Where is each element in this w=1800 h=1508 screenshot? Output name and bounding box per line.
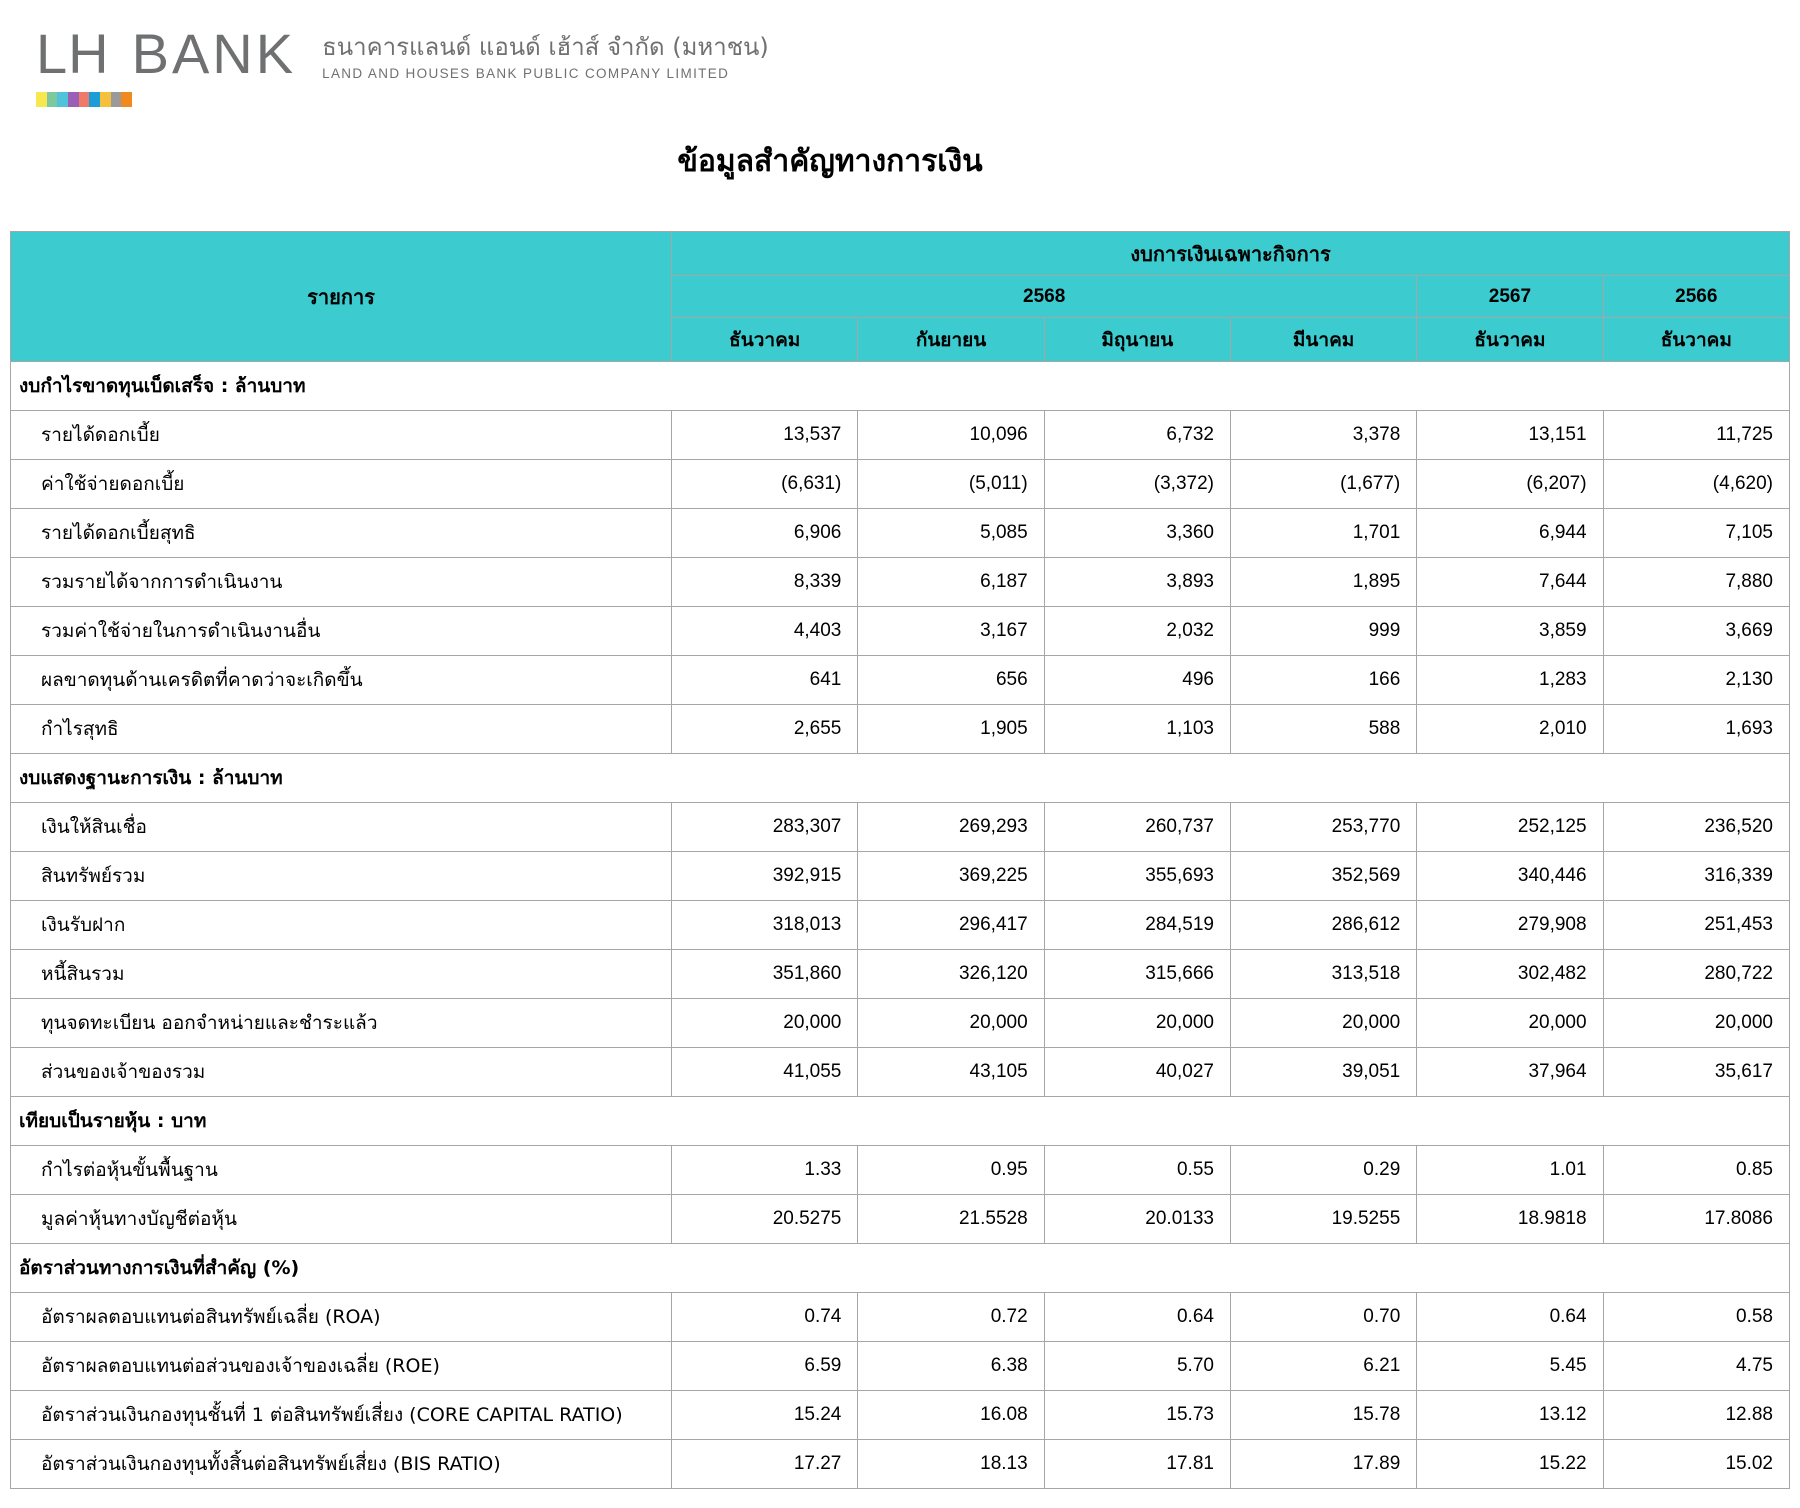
section-header-row bbox=[11, 1244, 1790, 1293]
swatch-3 bbox=[57, 92, 68, 107]
swatch-6 bbox=[89, 92, 100, 107]
brand-name-english: LAND AND HOUSES BANK PUBLIC COMPANY LIMITED bbox=[322, 66, 730, 81]
table-row bbox=[11, 852, 1790, 901]
row-value: 20.5275 bbox=[672, 1195, 858, 1244]
row-label: อัตราผลตอบแทนต่อสินทรัพย์เฉลี่ย (ROA) bbox=[11, 1293, 672, 1342]
header-month-6: ธันวาคม bbox=[1603, 318, 1789, 362]
row-value: 20,000 bbox=[1417, 999, 1603, 1048]
header-year-2567: 2567 bbox=[1417, 276, 1603, 318]
table-row bbox=[11, 705, 1790, 754]
row-value: 12.88 bbox=[1603, 1391, 1789, 1440]
row-label: อัตราส่วนเงินกองทุนชั้นที่ 1 ต่อสินทรัพย์เสี่ยง (CORE CAPITAL RATIO) bbox=[11, 1391, 672, 1440]
row-value: 1.01 bbox=[1417, 1146, 1603, 1195]
row-label: ส่วนของเจ้าของรวม bbox=[11, 1048, 672, 1097]
row-value: 15.02 bbox=[1603, 1440, 1789, 1489]
row-value: 588 bbox=[1230, 705, 1416, 754]
section-title: อัตราส่วนทางการเงินที่สำคัญ (%) bbox=[11, 1244, 1790, 1293]
section-header-row bbox=[11, 754, 1790, 803]
row-value: 18.9818 bbox=[1417, 1195, 1603, 1244]
row-value: 10,096 bbox=[858, 411, 1044, 460]
header-year-2566: 2566 bbox=[1603, 276, 1789, 318]
row-value: 0.64 bbox=[1044, 1293, 1230, 1342]
row-value: 7,644 bbox=[1417, 558, 1603, 607]
section-title: งบแสดงฐานะการเงิน : ล้านบาท bbox=[11, 754, 1790, 803]
row-label: รายได้ดอกเบี้ย bbox=[11, 411, 672, 460]
swatch-4 bbox=[68, 92, 79, 107]
row-value: 0.95 bbox=[858, 1146, 1044, 1195]
financial-highlights-table bbox=[10, 231, 1790, 1489]
table-row bbox=[11, 558, 1790, 607]
swatch-5 bbox=[79, 92, 90, 107]
row-value: 20,000 bbox=[858, 999, 1044, 1048]
row-value: 1,693 bbox=[1603, 705, 1789, 754]
row-value: 6.59 bbox=[672, 1342, 858, 1391]
row-value: 0.70 bbox=[1230, 1293, 1416, 1342]
header-row-group bbox=[11, 232, 1790, 276]
header-month-3: มิถุนายน bbox=[1044, 318, 1230, 362]
swatch-2 bbox=[47, 92, 58, 107]
row-value: 166 bbox=[1230, 656, 1416, 705]
row-value: 355,693 bbox=[1044, 852, 1230, 901]
row-value: 251,453 bbox=[1603, 901, 1789, 950]
row-value: (3,372) bbox=[1044, 460, 1230, 509]
table-body bbox=[11, 362, 1790, 1489]
row-value: 3,378 bbox=[1230, 411, 1416, 460]
row-value: (5,011) bbox=[858, 460, 1044, 509]
row-value: 6,187 bbox=[858, 558, 1044, 607]
brand-name-thai: ธนาคารแลนด์ แอนด์ เฮ้าส์ จำกัด (มหาชน) bbox=[322, 33, 769, 61]
row-value: 6,732 bbox=[1044, 411, 1230, 460]
row-value: 2,655 bbox=[672, 705, 858, 754]
table-row bbox=[11, 803, 1790, 852]
row-value: 20,000 bbox=[1044, 999, 1230, 1048]
row-label: ค่าใช้จ่ายดอกเบี้ย bbox=[11, 460, 672, 509]
row-value: 20.0133 bbox=[1044, 1195, 1230, 1244]
row-value: 999 bbox=[1230, 607, 1416, 656]
row-value: 269,293 bbox=[858, 803, 1044, 852]
row-value: 18.13 bbox=[858, 1440, 1044, 1489]
header-year-2568: 2568 bbox=[672, 276, 1417, 318]
row-value: 13.12 bbox=[1417, 1391, 1603, 1440]
table-row bbox=[11, 411, 1790, 460]
row-value: 5.70 bbox=[1044, 1342, 1230, 1391]
row-value: 3,859 bbox=[1417, 607, 1603, 656]
row-value: 1,895 bbox=[1230, 558, 1416, 607]
table-row bbox=[11, 607, 1790, 656]
row-label: เงินรับฝาก bbox=[11, 901, 672, 950]
row-label: สินทรัพย์รวม bbox=[11, 852, 672, 901]
row-label: กำไรต่อหุ้นขั้นพื้นฐาน bbox=[11, 1146, 672, 1195]
row-value: 3,167 bbox=[858, 607, 1044, 656]
row-value: 17.81 bbox=[1044, 1440, 1230, 1489]
row-value: 315,666 bbox=[1044, 950, 1230, 999]
row-value: 1,905 bbox=[858, 705, 1044, 754]
row-value: (6,631) bbox=[672, 460, 858, 509]
table-row bbox=[11, 1342, 1790, 1391]
row-value: 392,915 bbox=[672, 852, 858, 901]
row-value: 17.89 bbox=[1230, 1440, 1416, 1489]
row-label: หนี้สินรวม bbox=[11, 950, 672, 999]
row-value: 252,125 bbox=[1417, 803, 1603, 852]
row-value: 6.21 bbox=[1230, 1342, 1416, 1391]
row-value: 8,339 bbox=[672, 558, 858, 607]
row-value: 6,906 bbox=[672, 509, 858, 558]
row-value: 3,893 bbox=[1044, 558, 1230, 607]
row-value: 0.85 bbox=[1603, 1146, 1789, 1195]
row-value: 3,360 bbox=[1044, 509, 1230, 558]
section-header-row bbox=[11, 1097, 1790, 1146]
row-value: 21.5528 bbox=[858, 1195, 1044, 1244]
logo-wordmark bbox=[36, 22, 297, 85]
row-value: 39,051 bbox=[1230, 1048, 1416, 1097]
row-label: รวมรายได้จากการดำเนินงาน bbox=[11, 558, 672, 607]
row-value: 17.27 bbox=[672, 1440, 858, 1489]
table-header bbox=[11, 232, 1790, 362]
row-value: 2,130 bbox=[1603, 656, 1789, 705]
row-value: 5,085 bbox=[858, 509, 1044, 558]
row-value: 0.29 bbox=[1230, 1146, 1416, 1195]
row-value: 253,770 bbox=[1230, 803, 1416, 852]
page-title: ข้อมูลสำคัญทางการเงิน bbox=[677, 144, 983, 179]
row-value: 7,105 bbox=[1603, 509, 1789, 558]
row-value: 0.55 bbox=[1044, 1146, 1230, 1195]
brand-header bbox=[0, 0, 1800, 110]
row-value: 302,482 bbox=[1417, 950, 1603, 999]
table-row bbox=[11, 901, 1790, 950]
table-row bbox=[11, 460, 1790, 509]
row-value: 316,339 bbox=[1603, 852, 1789, 901]
row-value: 326,120 bbox=[858, 950, 1044, 999]
row-value: 352,569 bbox=[1230, 852, 1416, 901]
financial-table-container bbox=[10, 231, 1790, 1489]
row-value: 35,617 bbox=[1603, 1048, 1789, 1097]
header-statement-type: งบการเงินเฉพาะกิจการ bbox=[672, 232, 1790, 276]
row-value: 236,520 bbox=[1603, 803, 1789, 852]
swatch-8 bbox=[111, 92, 122, 107]
table-row bbox=[11, 1391, 1790, 1440]
header-month-4: มีนาคม bbox=[1230, 318, 1416, 362]
row-value: 318,013 bbox=[672, 901, 858, 950]
row-value: 13,537 bbox=[672, 411, 858, 460]
row-value: 6.38 bbox=[858, 1342, 1044, 1391]
table-row bbox=[11, 1146, 1790, 1195]
swatch-9 bbox=[121, 92, 132, 107]
row-value: 280,722 bbox=[1603, 950, 1789, 999]
row-value: 17.8086 bbox=[1603, 1195, 1789, 1244]
row-label: มูลค่าหุ้นทางบัญชีต่อหุ้น bbox=[11, 1195, 672, 1244]
row-value: 313,518 bbox=[1230, 950, 1416, 999]
row-value: 496 bbox=[1044, 656, 1230, 705]
table-row bbox=[11, 999, 1790, 1048]
row-value: 284,519 bbox=[1044, 901, 1230, 950]
row-label: กำไรสุทธิ bbox=[11, 705, 672, 754]
row-value: 20,000 bbox=[1603, 999, 1789, 1048]
row-value: 296,417 bbox=[858, 901, 1044, 950]
row-value: 0.74 bbox=[672, 1293, 858, 1342]
lh-bank-logo bbox=[36, 22, 297, 107]
logo-color-swatches bbox=[36, 92, 132, 107]
table-row bbox=[11, 950, 1790, 999]
row-value: 1.33 bbox=[672, 1146, 858, 1195]
table-row bbox=[11, 509, 1790, 558]
row-value: 20,000 bbox=[672, 999, 858, 1048]
row-value: (4,620) bbox=[1603, 460, 1789, 509]
row-value: 0.58 bbox=[1603, 1293, 1789, 1342]
row-label: อัตราผลตอบแทนต่อส่วนของเจ้าของเฉลี่ย (ROE) bbox=[11, 1342, 672, 1391]
row-value: 1,103 bbox=[1044, 705, 1230, 754]
logo-wordmark-lh: LH bbox=[36, 22, 110, 85]
row-label: รวมค่าใช้จ่ายในการดำเนินงานอื่น bbox=[11, 607, 672, 656]
header-month-5: ธันวาคม bbox=[1417, 318, 1603, 362]
row-value: 11,725 bbox=[1603, 411, 1789, 460]
row-value: 7,880 bbox=[1603, 558, 1789, 607]
row-value: 15.22 bbox=[1417, 1440, 1603, 1489]
row-value: 15.73 bbox=[1044, 1391, 1230, 1440]
row-value: (1,677) bbox=[1230, 460, 1416, 509]
row-value: 1,701 bbox=[1230, 509, 1416, 558]
row-value: 41,055 bbox=[672, 1048, 858, 1097]
section-title: เทียบเป็นรายหุ้น : บาท bbox=[11, 1097, 1790, 1146]
row-label: ทุนจดทะเบียน ออกจำหน่ายและชำระแล้ว bbox=[11, 999, 672, 1048]
row-value: 2,032 bbox=[1044, 607, 1230, 656]
row-value: (6,207) bbox=[1417, 460, 1603, 509]
table-row bbox=[11, 1440, 1790, 1489]
brand-name-block bbox=[322, 26, 769, 81]
row-value: 43,105 bbox=[858, 1048, 1044, 1097]
table-row bbox=[11, 1293, 1790, 1342]
row-value: 16.08 bbox=[858, 1391, 1044, 1440]
row-value: 4.75 bbox=[1603, 1342, 1789, 1391]
row-value: 3,669 bbox=[1603, 607, 1789, 656]
row-value: 279,908 bbox=[1417, 901, 1603, 950]
row-label: เงินให้สินเชื่อ bbox=[11, 803, 672, 852]
row-value: 40,027 bbox=[1044, 1048, 1230, 1097]
swatch-7 bbox=[100, 92, 111, 107]
row-value: 340,446 bbox=[1417, 852, 1603, 901]
section-title: งบกำไรขาดทุนเบ็ดเสร็จ : ล้านบาท bbox=[11, 362, 1790, 411]
row-value: 641 bbox=[672, 656, 858, 705]
row-value: 6,944 bbox=[1417, 509, 1603, 558]
logo-wordmark-bank: BANK bbox=[131, 22, 297, 85]
row-value: 20,000 bbox=[1230, 999, 1416, 1048]
table-row bbox=[11, 1195, 1790, 1244]
table-row bbox=[11, 656, 1790, 705]
row-value: 283,307 bbox=[672, 803, 858, 852]
swatch-1 bbox=[36, 92, 47, 107]
header-month-1: ธันวาคม bbox=[672, 318, 858, 362]
row-label: ผลขาดทุนด้านเครดิตที่คาดว่าจะเกิดขึ้น bbox=[11, 656, 672, 705]
row-value: 15.78 bbox=[1230, 1391, 1416, 1440]
row-value: 19.5255 bbox=[1230, 1195, 1416, 1244]
row-value: 351,860 bbox=[672, 950, 858, 999]
row-value: 369,225 bbox=[858, 852, 1044, 901]
row-value: 656 bbox=[858, 656, 1044, 705]
row-value: 0.72 bbox=[858, 1293, 1044, 1342]
row-value: 5.45 bbox=[1417, 1342, 1603, 1391]
header-item-column: รายการ bbox=[11, 232, 672, 362]
row-value: 4,403 bbox=[672, 607, 858, 656]
row-value: 286,612 bbox=[1230, 901, 1416, 950]
row-value: 260,737 bbox=[1044, 803, 1230, 852]
row-value: 37,964 bbox=[1417, 1048, 1603, 1097]
row-value: 1,283 bbox=[1417, 656, 1603, 705]
header-month-2: กันยายน bbox=[858, 318, 1044, 362]
row-value: 2,010 bbox=[1417, 705, 1603, 754]
row-value: 13,151 bbox=[1417, 411, 1603, 460]
row-label: อัตราส่วนเงินกองทุนทั้งสิ้นต่อสินทรัพย์เสี่ยง (BIS RATIO) bbox=[11, 1440, 672, 1489]
row-value: 15.24 bbox=[672, 1391, 858, 1440]
row-label: รายได้ดอกเบี้ยสุทธิ bbox=[11, 509, 672, 558]
row-value: 0.64 bbox=[1417, 1293, 1603, 1342]
table-row bbox=[11, 1048, 1790, 1097]
section-header-row bbox=[11, 362, 1790, 411]
